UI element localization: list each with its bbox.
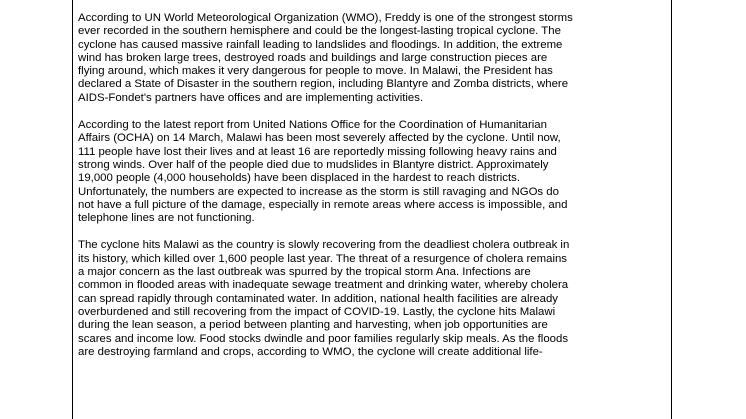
paragraph-cholera: The cyclone hits Malawi as the country is slowly recovering from the deadliest cholera outbreak in its history, which killed over 1,600 people last year. The threat of a resurgence of cholera remains a major concern as the last outbreak was spurred by the tropical storm Ana. Infections are common in flooded areas with inadequate sewage treatment and drinking water, whereby cholera can spread rapidly through contaminated water. In addition, national health facilities are already overburdened and still recovering from the impact of COVID-19. Lastly, the cyclone hits Malawi during the lean season, a period between planting and harvesting, when job opportunities are scares and income low. Food stocks dwindle and poor families regularly skip meals. As the floods are destroying farmland and crops, according to WMO, the cyclone will create additional life- xyxy=(78,239,570,358)
text-box xyxy=(72,0,672,419)
paragraph-wmo: According to UN World Meteorological Organization (WMO), Freddy is one of the strongest storms ever recorded in the southern hemisphere and could be the longest-lasting tropical cyclone. The cyclone has caused massive rainfall leading to landslides and floodings. In addition, the extreme wind has broken large trees, destroyed roads and buildings and large construction pieces are flying around, which makes it very dangerous for people to move. In Malawi, the President has declared a State of Disaster in the southern region, including Blantyre and Zomba districts, where AIDS-Fondet's partners have offices and are implementing activities. xyxy=(78,12,573,104)
paragraph-ocha: According to the latest report from United Nations Office for the Coordination of Humanitarian Affairs (OCHA) on 14 March, Malawi has been most severely affected by the cyclone. Until now, 111 people have lost their lives and at least 16 are reportedly missing following heavy rains and strong winds. Over half of the people died due to mudslides in Blantyre district. Approximately 19,000 people (4,000 households) have been displaced in the hardest to reach districts. Unfortunately, the numbers are expected to increase as the storm is still ravaging and NGOs do not have a full picture of the damage, especially in remote areas where access is impossible, and telephone lines are not functioning. xyxy=(78,119,568,225)
